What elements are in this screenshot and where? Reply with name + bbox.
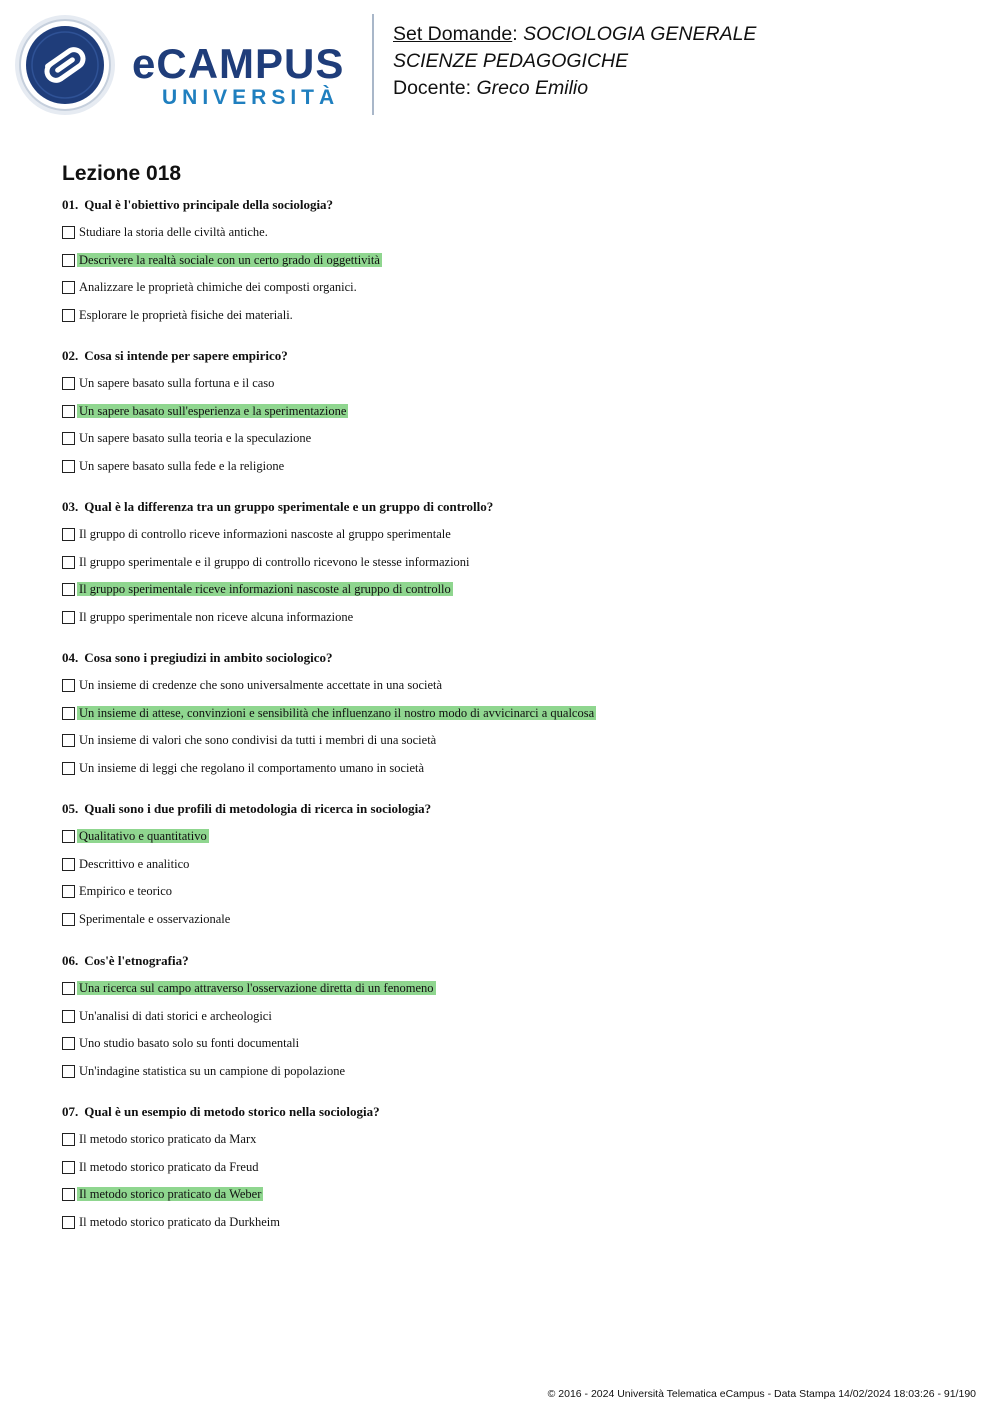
answer-text: Un insieme di leggi che regolano il comportamento umano in società bbox=[79, 761, 425, 776]
answer-option[interactable] bbox=[62, 761, 962, 789]
answer-option[interactable] bbox=[62, 555, 962, 583]
answer-option[interactable] bbox=[62, 678, 962, 706]
answer-text: Uno studio basato solo su fonti documentali bbox=[79, 1036, 300, 1051]
answer-option[interactable] bbox=[62, 1009, 962, 1037]
answer-option[interactable] bbox=[62, 582, 962, 610]
answer-checkbox[interactable] bbox=[62, 405, 75, 418]
header-divider bbox=[372, 14, 374, 115]
answer-text: Un sapere basato sulla fortuna e il caso bbox=[79, 376, 275, 390]
question-label: Cos'è l'etnografia? bbox=[84, 953, 189, 968]
set-sep: : bbox=[512, 23, 524, 45]
answer-text: Un insieme di valori che sono condivisi da tutti i membri di una società bbox=[79, 733, 437, 748]
question-block bbox=[62, 198, 962, 336]
answer-option[interactable] bbox=[62, 1132, 962, 1160]
answer-checkbox[interactable] bbox=[62, 1161, 75, 1174]
question-text bbox=[62, 349, 962, 376]
answer-checkbox[interactable] bbox=[62, 432, 75, 445]
answer-checkbox[interactable] bbox=[62, 913, 75, 926]
question-number: 01. bbox=[62, 197, 79, 212]
question-block bbox=[62, 349, 962, 487]
answer-text: Esplorare le proprietà fisiche dei materiali. bbox=[79, 308, 293, 323]
answer-text: Sperimentale e osservazionale bbox=[79, 912, 231, 927]
question-text bbox=[62, 198, 962, 225]
answer-text: Il gruppo di controllo riceve informazioni nascoste al gruppo sperimentale bbox=[79, 527, 451, 541]
answer-text: Un insieme di credenze che sono universalmente accettate in una società bbox=[79, 678, 443, 692]
answer-option[interactable] bbox=[62, 610, 962, 638]
question-text bbox=[62, 802, 962, 829]
answer-checkbox[interactable] bbox=[62, 460, 75, 473]
answer-checkbox[interactable] bbox=[62, 556, 75, 569]
answer-option[interactable] bbox=[62, 1187, 962, 1215]
answer-text: Un'analisi di dati storici e archeologici bbox=[79, 1008, 272, 1023]
question-number: 02. bbox=[62, 348, 79, 363]
answer-text: Il metodo storico praticato da Durkheim bbox=[79, 1215, 280, 1230]
answer-checkbox[interactable] bbox=[62, 734, 75, 747]
answer-text: Il gruppo sperimentale e il gruppo di controllo ricevono le stesse informazioni bbox=[79, 554, 470, 569]
question-block bbox=[62, 500, 962, 638]
answer-option[interactable] bbox=[62, 459, 962, 487]
answer-option[interactable] bbox=[62, 431, 962, 459]
answer-option[interactable] bbox=[62, 706, 962, 734]
answer-checkbox[interactable] bbox=[62, 254, 75, 267]
answer-checkbox[interactable] bbox=[62, 762, 75, 775]
question-label: Qual è la differenza tra un gruppo sperimentale e un gruppo di controllo? bbox=[84, 499, 494, 514]
answer-option[interactable] bbox=[62, 829, 962, 857]
answer-checkbox[interactable] bbox=[62, 679, 75, 692]
answer-option[interactable] bbox=[62, 376, 962, 404]
answer-text-correct: Qualitativo e quantitativo bbox=[79, 829, 207, 843]
answer-checkbox[interactable] bbox=[62, 885, 75, 898]
answer-text: Analizzare le proprietà chimiche dei composti organici. bbox=[79, 280, 357, 295]
answer-text: Il gruppo sperimentale non riceve alcuna informazione bbox=[79, 610, 354, 625]
question-label: Cosa si intende per sapere empirico? bbox=[84, 348, 288, 363]
course-name: SOCIOLOGIA GENERALE bbox=[523, 23, 757, 45]
answer-text-correct: Un insieme di attese, convinzioni e sensibilità che influenzano il nostro modo di avvicinarci a qualcosa bbox=[79, 705, 595, 720]
answer-checkbox[interactable] bbox=[62, 226, 75, 239]
program-line bbox=[393, 48, 756, 75]
answer-option[interactable] bbox=[62, 884, 962, 912]
answer-option[interactable] bbox=[62, 253, 962, 281]
question-number: 07. bbox=[62, 1104, 79, 1119]
question-number: 04. bbox=[62, 650, 79, 665]
answer-text: Un sapere basato sulla fede e la religione bbox=[79, 459, 285, 474]
question-text bbox=[62, 500, 962, 527]
answer-text: Descrittivo e analitico bbox=[79, 856, 190, 871]
answer-text: Il metodo storico praticato da Freud bbox=[79, 1159, 259, 1174]
answer-checkbox[interactable] bbox=[62, 707, 75, 720]
set-info bbox=[393, 21, 756, 102]
answer-checkbox[interactable] bbox=[62, 611, 75, 624]
answer-option[interactable] bbox=[62, 527, 962, 555]
question-label: Quali sono i due profili di metodologia di ricerca in sociologia? bbox=[84, 801, 432, 816]
answer-checkbox[interactable] bbox=[62, 858, 75, 871]
question-block bbox=[62, 1105, 962, 1243]
answer-text: Il metodo storico praticato da Marx bbox=[79, 1132, 257, 1146]
question-block bbox=[62, 802, 962, 940]
answer-option[interactable] bbox=[62, 404, 962, 432]
question-number: 05. bbox=[62, 801, 79, 816]
question-label: Qual è l'obiettivo principale della sociologia? bbox=[84, 197, 334, 212]
answer-checkbox[interactable] bbox=[62, 528, 75, 541]
answer-checkbox[interactable] bbox=[62, 309, 75, 322]
page-header bbox=[0, 0, 1000, 130]
answer-text: Un'indagine statistica su un campione di popolazione bbox=[79, 1064, 346, 1079]
brand-wordmark bbox=[132, 42, 344, 110]
answer-option[interactable] bbox=[62, 857, 962, 885]
answer-option[interactable] bbox=[62, 308, 962, 336]
answer-checkbox[interactable] bbox=[62, 1065, 75, 1078]
set-line bbox=[393, 21, 756, 48]
answer-text-correct: Una ricerca sul campo attraverso l'osservazione diretta di un fenomeno bbox=[79, 981, 434, 995]
answer-text-correct: Un sapere basato sull'esperienza e la sperimentazione bbox=[79, 403, 347, 418]
answer-option[interactable] bbox=[62, 280, 962, 308]
answer-option[interactable] bbox=[62, 225, 962, 253]
question-label: Cosa sono i pregiudizi in ambito sociologico? bbox=[84, 650, 333, 665]
question-block bbox=[62, 954, 962, 1092]
answer-option[interactable] bbox=[62, 981, 962, 1009]
answer-text: Un sapere basato sulla teoria e la speculazione bbox=[79, 431, 312, 446]
brand-sub: UNIVERSITÀ bbox=[162, 86, 340, 109]
answer-text-correct: Il metodo storico praticato da Weber bbox=[79, 1187, 262, 1202]
teacher-line bbox=[393, 75, 756, 102]
answer-checkbox[interactable] bbox=[62, 830, 75, 843]
question-text bbox=[62, 651, 962, 678]
set-label: Set Domande bbox=[393, 23, 513, 45]
teacher-label: Docente: bbox=[393, 77, 477, 99]
answer-option[interactable] bbox=[62, 1215, 962, 1243]
program-name: SCIENZE PEDAGOGICHE bbox=[393, 50, 629, 72]
question-text bbox=[62, 1105, 962, 1132]
teacher-name: Greco Emilio bbox=[476, 77, 589, 99]
answer-option[interactable] bbox=[62, 912, 962, 940]
answer-text: Empirico e teorico bbox=[79, 884, 173, 899]
answer-checkbox[interactable] bbox=[62, 281, 75, 294]
answer-option[interactable] bbox=[62, 733, 962, 761]
answer-text-correct: Descrivere la realtà sociale con un certo grado di oggettività bbox=[79, 252, 380, 267]
answer-checkbox[interactable] bbox=[62, 1037, 75, 1050]
answer-checkbox[interactable] bbox=[62, 1133, 75, 1146]
answer-checkbox[interactable] bbox=[62, 1188, 75, 1201]
answer-option[interactable] bbox=[62, 1160, 962, 1188]
question-label: Qual è un esempio di metodo storico nella sociologia? bbox=[84, 1104, 380, 1119]
answer-text-correct: Il gruppo sperimentale riceve informazioni nascoste al gruppo di controllo bbox=[79, 582, 451, 597]
brand-main: eCAMPUS bbox=[132, 40, 345, 87]
answer-option[interactable] bbox=[62, 1064, 962, 1092]
lesson-title: Lezione 018 bbox=[62, 162, 182, 185]
answer-option[interactable] bbox=[62, 1036, 962, 1064]
ecampus-logo-icon bbox=[14, 14, 116, 116]
page-footer: © 2016 - 2024 Università Telematica eCampus - Data Stampa 14/02/2024 18:03:26 - 91/190 bbox=[547, 1388, 976, 1400]
answer-checkbox[interactable] bbox=[62, 377, 75, 390]
question-block bbox=[62, 651, 962, 789]
answer-checkbox[interactable] bbox=[62, 583, 75, 596]
question-number: 03. bbox=[62, 499, 79, 514]
answer-checkbox[interactable] bbox=[62, 1010, 75, 1023]
answer-text: Studiare la storia delle civiltà antiche. bbox=[79, 225, 268, 239]
answer-checkbox[interactable] bbox=[62, 982, 75, 995]
question-text bbox=[62, 954, 962, 981]
answer-checkbox[interactable] bbox=[62, 1216, 75, 1229]
question-number: 06. bbox=[62, 953, 79, 968]
